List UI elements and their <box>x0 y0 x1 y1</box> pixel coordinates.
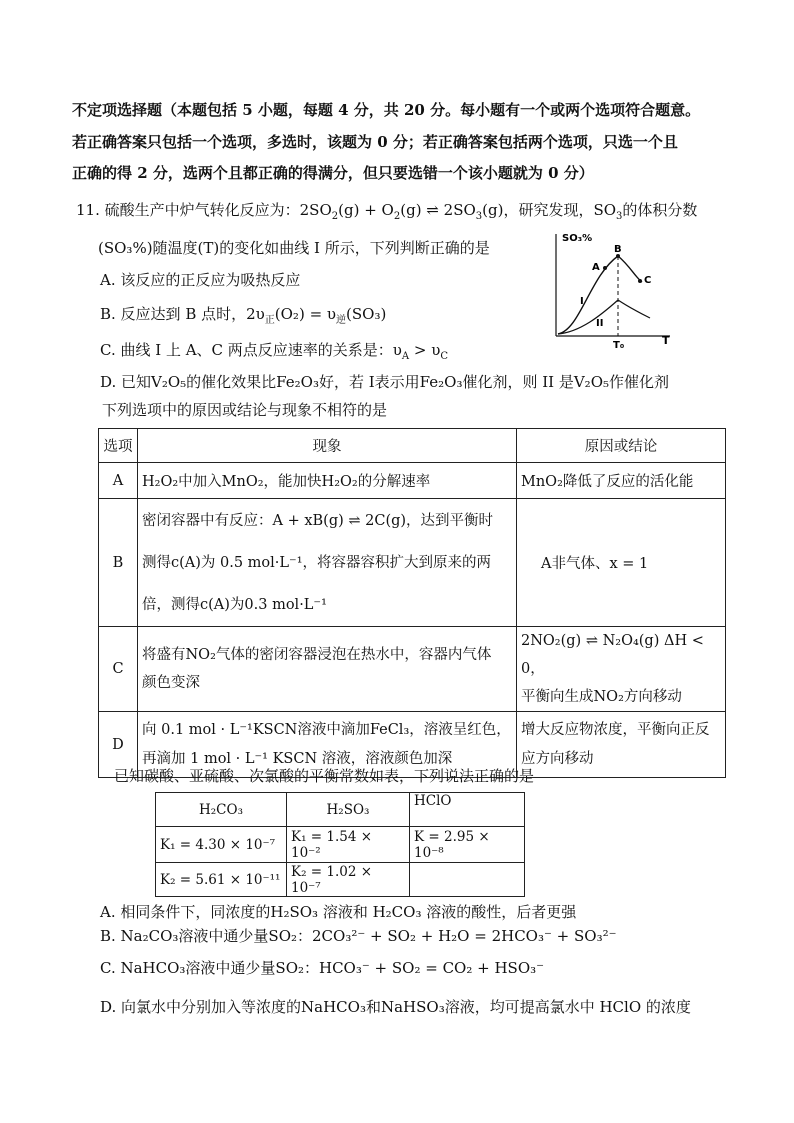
table-header-row <box>99 429 726 463</box>
q11-option-d[interactable]: D. 已知V₂O₅的催化效果比Fe₂O₃好，若 I表示用Fe₂O₃催化剂，则 II 是V₂O₅作催化剂 <box>100 373 669 391</box>
so3-temperature-graph <box>550 226 675 350</box>
point-c-label: C <box>644 275 652 286</box>
point-c-marker <box>638 279 642 283</box>
q13-option-c[interactable]: C. NaHCO₃溶液中通少量SO₂：HCO₃⁻ + SO₂ = CO₂ + HSO₃⁻ <box>100 959 545 977</box>
q12-stem: 下列选项中的原因或结论与现象不相符的是 <box>102 401 388 419</box>
q13-constants-table <box>155 792 525 897</box>
x-axis-label: T <box>662 334 670 347</box>
curve-II <box>558 300 650 334</box>
q11-option-b[interactable]: B. 反应达到 B 点时，$2\upsilon_正(O_2) = \upsilon_逆(SO_3)$ <box>100 305 387 326</box>
point-b-label: B <box>614 244 622 255</box>
table-row: C 将盛有NO₂气体的密闭容器浸泡在热水中，容器内气体 颜色变深 2NO₂(g) ⇌ N₂O₄(g) ΔH < 0， 平衡向生成NO₂方向移动 <box>99 627 726 712</box>
header-option: 选项 <box>99 429 138 463</box>
instructions-line-1: 不定项选择题（本题包括 5 小题，每题 4 分，共 20 分。每小题有一个或两个选项符合题意。 <box>72 101 701 119</box>
q11-stem: 11. 硫酸生产中炉气转化反应为：$2SO_2(g) + O_2(g)$ ⇌ $2SO_3(g)$，研究发现，$SO_3$的体积分数 <box>76 201 698 222</box>
q12-table <box>98 428 726 778</box>
table-header-row: H₂CO₃ H₂SO₃ HClO <box>156 793 525 827</box>
curve-I-label: I <box>580 296 584 307</box>
table-row: K₂ = 5.61 × 10⁻¹¹ K₂ = 1.02 × 10⁻⁷ <box>156 863 525 897</box>
q11-number: 11. <box>76 201 100 219</box>
q11-stem-2: (SO₃%)随温度(T)的变化如曲线 I 所示，下列判断正确的是 <box>98 239 490 257</box>
q11-option-a[interactable]: A. 该反应的正反应为吸热反应 <box>100 271 301 289</box>
y-axis-label: SO₃% <box>562 233 593 244</box>
table-row: K₁ = 4.30 × 10⁻⁷ K₁ = 1.54 × 10⁻² K = 2.95 × 10⁻⁸ <box>156 827 525 863</box>
q11-option-c[interactable]: C. 曲线 I 上 A、C 两点反应速率的关系是：$\upsilon_A > \upsilon_C$ <box>100 341 449 362</box>
table-row: D 向 0.1 mol · L⁻¹KSCN溶液中滴加FeCl₃，溶液呈红色， 再滴加 1 mol · L⁻¹ KSCN 溶液，溶液颜色加深 增大反应物浓度，平衡向正反 应方向移动 <box>99 712 726 778</box>
q13-option-b[interactable]: B. Na₂CO₃溶液中通少量SO₂：2CO₃²⁻ + SO₂ + H₂O = 2HCO₃⁻ + SO₃²⁻ <box>100 927 617 945</box>
q13-option-a[interactable]: A. 相同条件下，同浓度的H₂SO₃ 溶液和 H₂CO₃ 溶液的酸性，后者更强 <box>100 903 577 921</box>
instructions-line-2: 若正确答案只包括一个选项，多选时，该题为 0 分；若正确答案包括两个选项，只选一个且 <box>72 133 678 151</box>
header-phenomenon: 现象 <box>138 429 517 463</box>
point-a-label: A <box>592 262 600 273</box>
table-row: B 密闭容器中有反应：A + xB(g) ⇌ 2C(g)，达到平衡时 测得c(A)为 0.5 mol·L⁻¹，将容器容积扩大到原来的两 倍，测得c(A)为0.3 mol·L⁻¹ A非气体、x = 1 <box>99 499 726 627</box>
header-reason: 原因或结论 <box>517 429 726 463</box>
q13-option-d[interactable]: D. 向氯水中分别加入等浓度的NaHCO₃和NaHSO₃溶液，均可提高氯水中 HClO 的浓度 <box>100 998 691 1016</box>
point-a-marker <box>603 266 607 270</box>
table-row: A H₂O₂中加入MnO₂，能加快H₂O₂的分解速率 MnO₂降低了反应的活化能 <box>99 463 726 499</box>
instructions-line-3: 正确的得 2 分，选两个且都正确的得满分，但只要选错一个该小题就为 0 分） <box>72 164 594 182</box>
curve-II-label: II <box>596 318 604 329</box>
q13-stem: 已知碳酸、亚硫酸、次氯酸的平衡常数如表，下列说法正确的是 <box>114 767 535 785</box>
t0-label: T₀ <box>613 340 625 350</box>
